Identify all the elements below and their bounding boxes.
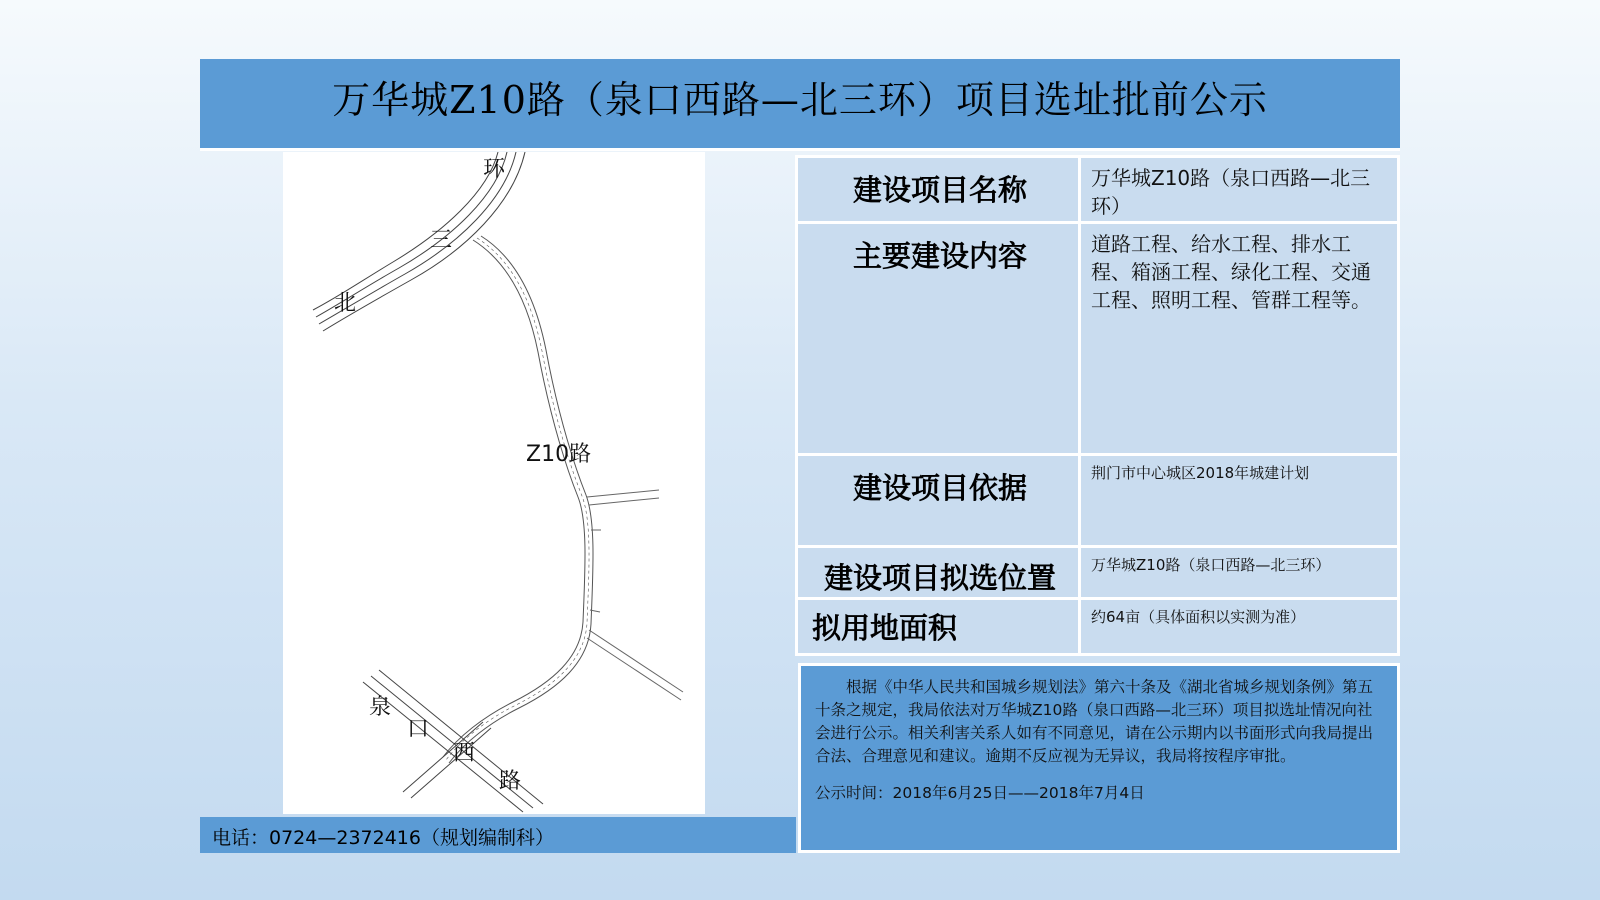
table-row <box>797 547 1399 599</box>
table-row <box>797 157 1399 223</box>
map-label-huan: 环 <box>483 157 506 182</box>
notice-body: 根据《中华人民共和国城乡规划法》第六十条及《湖北省城乡规划条例》第五十条之规定，我局依法对万华城Z10路（泉口西路—北三环）项目拟选址情况向社会进行公示。相关利害关系人如有不同意见，请在公示期内以书面形式向我局提出合法、合理意见和建议。逾期不反应视为无异议，我局将按程序审批。 <box>815 678 1374 765</box>
table-row <box>797 455 1399 547</box>
page-title: 万华城Z10路（泉口西路—北三环）项目选址批前公示 <box>332 78 1268 122</box>
map-label-lu: 路 <box>499 769 522 794</box>
table-value: 万华城Z10路（泉口西路—北三环） <box>1080 157 1399 223</box>
table-label: 建设项目依据 <box>797 455 1080 547</box>
table-label: 拟用地面积 <box>797 599 1080 655</box>
table-row <box>797 223 1399 455</box>
table-value: 道路工程、给水工程、排水工程、箱涵工程、绿化工程、交通工程、照明工程、管群工程等。 <box>1080 223 1399 455</box>
phone-bar <box>200 817 796 853</box>
project-info-table <box>795 155 1400 656</box>
side-roads <box>587 490 683 700</box>
table-label: 主要建设内容 <box>797 223 1080 455</box>
map-label-san: 三 <box>430 228 453 253</box>
road-map-drawing <box>283 152 705 814</box>
map-label-bei: 北 <box>334 291 357 316</box>
map-label-z10-road: Z10路 <box>526 442 592 467</box>
table-value: 万华城Z10路（泉口西路—北三环） <box>1080 547 1399 599</box>
map-labels <box>334 157 591 794</box>
phone-contact: 电话：0724—2372416（规划编制科） <box>212 827 554 849</box>
z10-road <box>443 236 593 763</box>
site-map <box>283 152 705 814</box>
notice-period: 公示时间：2018年6月25日——2018年7月4日 <box>815 784 1145 802</box>
public-notice <box>798 663 1400 853</box>
title-bar <box>200 59 1400 151</box>
table-row <box>797 599 1399 655</box>
table-value: 约64亩（具体面积以实测为准） <box>1080 599 1399 655</box>
table-value: 荆门市中心城区2018年城建计划 <box>1080 455 1399 547</box>
table-label: 建设项目拟选位置 <box>797 547 1080 599</box>
table-label: 建设项目名称 <box>797 157 1080 223</box>
map-label-kou: 口 <box>407 717 430 742</box>
map-label-quan: 泉 <box>369 695 392 720</box>
map-label-xi: 西 <box>453 741 476 766</box>
